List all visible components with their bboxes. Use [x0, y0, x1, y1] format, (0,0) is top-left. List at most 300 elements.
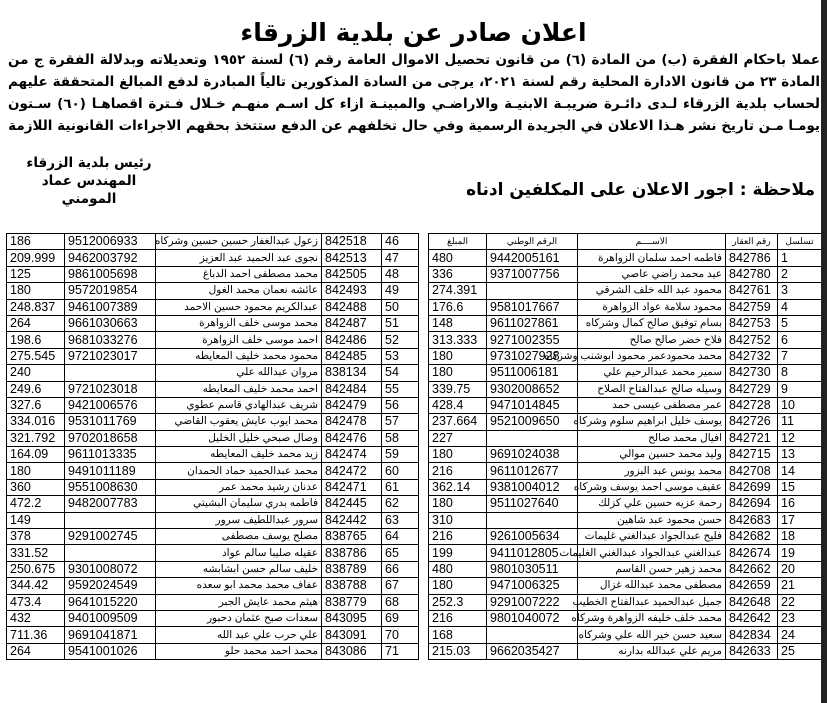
- cell-seq: 56: [382, 397, 419, 413]
- cell-national-id: 9381004012: [487, 479, 578, 495]
- table-row: [7, 414, 419, 430]
- cell-amount: 252.3: [429, 594, 487, 610]
- cell-property: 842659: [726, 578, 778, 594]
- cell-property: 842708: [726, 463, 778, 479]
- cell-national-id: 9511027640: [487, 496, 578, 512]
- table-row: [7, 463, 419, 479]
- cell-amount: 711.36: [7, 627, 65, 643]
- cell-national-id: 9291002745: [65, 529, 156, 545]
- cell-amount: 480: [429, 250, 487, 266]
- cell-seq: 13: [778, 447, 822, 463]
- cell-national-id: 9721023017: [65, 348, 156, 364]
- taxpayers-table-left: [6, 233, 419, 660]
- cell-amount: 216: [429, 529, 487, 545]
- cell-seq: 63: [382, 512, 419, 528]
- cell-national-id: [65, 365, 156, 381]
- cell-name: سعدات صبح عثمان دحبور: [156, 610, 322, 626]
- cell-amount: 180: [7, 283, 65, 299]
- cell-national-id: 9291007222: [487, 594, 578, 610]
- table-row: [7, 447, 419, 463]
- cell-amount: 378: [7, 529, 65, 545]
- table-row: [7, 545, 419, 561]
- cell-amount: 473.4: [7, 594, 65, 610]
- cell-amount: 125: [7, 266, 65, 282]
- cell-amount: 149: [7, 512, 65, 528]
- cell-seq: 46: [382, 234, 419, 250]
- cell-national-id: 9681033276: [65, 332, 156, 348]
- cell-name: عبدالكريم محمود حسين الاحمد: [156, 299, 322, 315]
- cell-amount: 180: [429, 447, 487, 463]
- cell-seq: 24: [778, 627, 822, 643]
- cell-seq: 62: [382, 496, 419, 512]
- cell-property: 842488: [322, 299, 382, 315]
- table-row: [429, 266, 822, 282]
- header-amount: المبلغ: [429, 234, 487, 250]
- cell-amount: 275.545: [7, 348, 65, 364]
- table-row: [7, 496, 419, 512]
- cell-seq: 58: [382, 430, 419, 446]
- cell-seq: 21: [778, 578, 822, 594]
- table-row: [429, 545, 822, 561]
- cell-national-id: 9512006933: [65, 234, 156, 250]
- cell-amount: 310: [429, 512, 487, 528]
- cell-national-id: 9301008072: [65, 561, 156, 577]
- cell-seq: 3: [778, 283, 822, 299]
- cell-national-id: 9302008652: [487, 381, 578, 397]
- cell-name: رحمة عزيه حسين علي كزلك: [578, 496, 726, 512]
- cell-seq: 64: [382, 529, 419, 545]
- cell-seq: 23: [778, 610, 822, 626]
- cell-national-id: 9551008630: [65, 479, 156, 495]
- cell-property: 842761: [726, 283, 778, 299]
- cell-property: 842721: [726, 430, 778, 446]
- table-row: [429, 299, 822, 315]
- signature-block: [14, 154, 164, 208]
- cell-national-id: 9541001026: [65, 643, 156, 659]
- cell-amount: 216: [429, 463, 487, 479]
- cell-national-id: 9662035427: [487, 643, 578, 659]
- cell-seq: 18: [778, 529, 822, 545]
- cell-seq: 49: [382, 283, 419, 299]
- cell-seq: 65: [382, 545, 419, 561]
- cell-property: 838134: [322, 365, 382, 381]
- cell-national-id: 9471006325: [487, 578, 578, 594]
- cell-seq: 6: [778, 332, 822, 348]
- cell-amount: 331.52: [7, 545, 65, 561]
- cell-property: 843091: [322, 627, 382, 643]
- cell-name: وليد محمد حسين موالي: [578, 447, 726, 463]
- cell-amount: 248.837: [7, 299, 65, 315]
- cell-seq: 53: [382, 348, 419, 364]
- cell-national-id: 9461007389: [65, 299, 156, 315]
- table-row: [7, 627, 419, 643]
- table-row: [7, 529, 419, 545]
- cell-property: 843095: [322, 610, 382, 626]
- cell-national-id: 9691024038: [487, 447, 578, 463]
- cell-name: بسام توفيق صالح كمال وشركاه: [578, 315, 726, 331]
- cell-national-id: 9521009650: [487, 414, 578, 430]
- table-row: [429, 529, 822, 545]
- cell-national-id: [487, 283, 578, 299]
- cell-property: 842642: [726, 610, 778, 626]
- table-row: [7, 381, 419, 397]
- cell-name: محمد يونس عبد البزور: [578, 463, 726, 479]
- cell-property: 842442: [322, 512, 382, 528]
- cell-name: مصلح يوسف مصطفى: [156, 529, 322, 545]
- table-row: [7, 561, 419, 577]
- cell-seq: 68: [382, 594, 419, 610]
- cell-national-id: 9661030663: [65, 315, 156, 331]
- cell-national-id: 9491011189: [65, 463, 156, 479]
- cell-seq: 54: [382, 365, 419, 381]
- cell-national-id: 9691041871: [65, 627, 156, 643]
- cell-amount: 360: [7, 479, 65, 495]
- cell-property: 842484: [322, 381, 382, 397]
- cell-amount: 362.14: [429, 479, 487, 495]
- table-row: [7, 365, 419, 381]
- table-row: [429, 414, 822, 430]
- table-row: [7, 594, 419, 610]
- cell-national-id: 9801040072: [487, 610, 578, 626]
- cell-seq: 10: [778, 397, 822, 413]
- table-row: [429, 561, 822, 577]
- table-row: [429, 447, 822, 463]
- taxpayers-table-right: [428, 233, 822, 660]
- cell-name: سمير محمد عبدالرحيم علي: [578, 365, 726, 381]
- table-row: [7, 610, 419, 626]
- cell-property: 842730: [726, 365, 778, 381]
- cell-property: 842476: [322, 430, 382, 446]
- cell-property: 842478: [322, 414, 382, 430]
- cell-name: محمد ايوب عايش يعقوب القاضي: [156, 414, 322, 430]
- table-row: [7, 234, 419, 250]
- cell-seq: 61: [382, 479, 419, 495]
- cell-national-id: 9702018658: [65, 430, 156, 446]
- cell-property: 842505: [322, 266, 382, 282]
- cell-amount: 180: [429, 578, 487, 594]
- cell-property: 842487: [322, 315, 382, 331]
- cell-property: 842518: [322, 234, 382, 250]
- cell-name: فاطمه احمد سلمان الزواهرة: [578, 250, 726, 266]
- cell-name: مصطفى محمد عبدالله غزال: [578, 578, 726, 594]
- cell-seq: 60: [382, 463, 419, 479]
- cell-amount: 198.6: [7, 332, 65, 348]
- cell-name: عقيله صليبا سالم عواد: [156, 545, 322, 561]
- cell-national-id: 9592024549: [65, 578, 156, 594]
- header-national-id: الرقم الوطني: [487, 234, 578, 250]
- cell-seq: 71: [382, 643, 419, 659]
- cell-property: 842732: [726, 348, 778, 364]
- cell-name: حسن محمود عبد شاهين: [578, 512, 726, 528]
- table-row: [429, 496, 822, 512]
- cell-amount: 274.391: [429, 283, 487, 299]
- cell-property: 842753: [726, 315, 778, 331]
- cell-name: محمد زهير حسن القاسم: [578, 561, 726, 577]
- table-row: [7, 250, 419, 266]
- cell-name: وسيله صالح عبدالفتاح الصلاح: [578, 381, 726, 397]
- cell-property: 842715: [726, 447, 778, 463]
- cell-amount: 327.6: [7, 397, 65, 413]
- cell-national-id: 9731027928: [487, 348, 578, 364]
- cell-name: مروان عبدالله علي: [156, 365, 322, 381]
- cell-national-id: 9641015220: [65, 594, 156, 610]
- cell-name: احمد محمد خليف المعايطه: [156, 381, 322, 397]
- cell-name: محمود سلامة عواد الزواهرة: [578, 299, 726, 315]
- cell-national-id: 9611012677: [487, 463, 578, 479]
- table-row: [429, 643, 822, 659]
- table-row: [7, 283, 419, 299]
- cell-seq: 16: [778, 496, 822, 512]
- table-row: [429, 397, 822, 413]
- cell-name: عدنان رشيد محمد عمر: [156, 479, 322, 495]
- cell-amount: 180: [429, 348, 487, 364]
- cell-name: محمد عبدالحميد حماد الحمدان: [156, 463, 322, 479]
- cell-property: 838765: [322, 529, 382, 545]
- cell-property: 842780: [726, 266, 778, 282]
- cell-name: نجوى عبد الحميد عبد العزيز: [156, 250, 322, 266]
- table-row: [429, 512, 822, 528]
- cell-name: عيد محمد راضي عاصي: [578, 266, 726, 282]
- cell-amount: 237.664: [429, 414, 487, 430]
- table-row: [7, 332, 419, 348]
- cell-property: 842474: [322, 447, 382, 463]
- cell-name: عفاف محمد محمد ابو سعده: [156, 578, 322, 594]
- table-row: [429, 627, 822, 643]
- cell-property: 842683: [726, 512, 778, 528]
- cell-name: زعول عبدالغفار حسين حسين وشركاه: [156, 234, 322, 250]
- cell-seq: 19: [778, 545, 822, 561]
- cell-seq: 14: [778, 463, 822, 479]
- cell-property: 842728: [726, 397, 778, 413]
- table-header-row: [429, 234, 822, 250]
- cell-seq: 20: [778, 561, 822, 577]
- cell-amount: 148: [429, 315, 487, 331]
- cell-seq: 59: [382, 447, 419, 463]
- cell-name: وصال صبحي خليل الخليل: [156, 430, 322, 446]
- cell-seq: 2: [778, 266, 822, 282]
- table-row: [429, 381, 822, 397]
- header-property: رقم العقار: [726, 234, 778, 250]
- cell-amount: 336: [429, 266, 487, 282]
- table-row: [429, 348, 822, 364]
- cell-amount: 168: [429, 627, 487, 643]
- table-row: [429, 332, 822, 348]
- cell-national-id: [487, 512, 578, 528]
- cell-name: فاطمه بدري سليمان البشيتي: [156, 496, 322, 512]
- cell-seq: 7: [778, 348, 822, 364]
- cell-national-id: 9462003792: [65, 250, 156, 266]
- cell-seq: 15: [778, 479, 822, 495]
- cell-amount: 313.333: [429, 332, 487, 348]
- cell-amount: 472.2: [7, 496, 65, 512]
- cell-property: 838789: [322, 561, 382, 577]
- cell-amount: 164.09: [7, 447, 65, 463]
- cell-national-id: 9611013335: [65, 447, 156, 463]
- table-row: [429, 463, 822, 479]
- cell-national-id: [487, 430, 578, 446]
- cell-seq: 9: [778, 381, 822, 397]
- cell-property: 842471: [322, 479, 382, 495]
- cell-property: 842759: [726, 299, 778, 315]
- cell-amount: 227: [429, 430, 487, 446]
- fees-note: ملاحظة : اجور الاعلان على المكلفين ادناه: [466, 180, 815, 200]
- cell-national-id: 9861005698: [65, 266, 156, 282]
- cell-amount: 432: [7, 610, 65, 626]
- cell-amount: 215.03: [429, 643, 487, 659]
- cell-national-id: 9482007783: [65, 496, 156, 512]
- cell-amount: 209.999: [7, 250, 65, 266]
- cell-national-id: 9442005161: [487, 250, 578, 266]
- cell-seq: 47: [382, 250, 419, 266]
- cell-amount: 250.675: [7, 561, 65, 577]
- cell-national-id: 9271002355: [487, 332, 578, 348]
- cell-amount: 180: [429, 365, 487, 381]
- table-row: [7, 348, 419, 364]
- cell-national-id: [487, 627, 578, 643]
- cell-seq: 51: [382, 315, 419, 331]
- cell-amount: 216: [429, 610, 487, 626]
- header-name: الاســــم: [578, 234, 726, 250]
- cell-amount: 180: [429, 496, 487, 512]
- table-row: [429, 479, 822, 495]
- table-row: [429, 610, 822, 626]
- cell-seq: 69: [382, 610, 419, 626]
- announcement-body: عملا باحكام الفقرة (ب) من المادة (٦) من قانون تحصيل الاموال العامة رقم (٦) لسنة ١٩٥٢ وتعديلاته وبدلالة الفقرة ج من المادة ٢٣ من قانون الادارة المحلية رقم لسنة ٢٠٢١، يرجى من السادة المذكورين تالياً المبادرة لدفع المبالغ المتحققة عليهم لحساب بلدية الزرقاء لـدى دائـرة ضريبـة الابنيـة والاراضـي والمبينـة ازاء كل اسـم منهـم خـلال فـترة اقصاهـا (٦٠) سـتون يومـا مـن تاريخ نشر هـذا الاعلان في الجريدة الرسمية وفي حال تخلفهم عن الدفع ستتخذ بحقهم الاجراءات القانونية اللازمة: [8, 52, 821, 134]
- cell-amount: 428.4: [429, 397, 487, 413]
- cell-name: محمد محمودعمر محمود ابوشنب وشركاه: [578, 348, 726, 364]
- cell-seq: 55: [382, 381, 419, 397]
- header-seq: تسلسل: [778, 234, 822, 250]
- cell-name: فلاح خضر صالح صالح: [578, 332, 726, 348]
- cell-amount: 240: [7, 365, 65, 381]
- cell-name: زيد محمد خليف المعايطه: [156, 447, 322, 463]
- cell-national-id: 9371007756: [487, 266, 578, 282]
- cell-property: 842485: [322, 348, 382, 364]
- cell-property: 842786: [726, 250, 778, 266]
- cell-amount: 249.6: [7, 381, 65, 397]
- cell-seq: 11: [778, 414, 822, 430]
- cell-property: 842493: [322, 283, 382, 299]
- cell-national-id: 9611027861: [487, 315, 578, 331]
- cell-seq: 17: [778, 512, 822, 528]
- cell-name: علي حرب علي عبد الله: [156, 627, 322, 643]
- table-row: [429, 365, 822, 381]
- cell-national-id: 9531011769: [65, 414, 156, 430]
- cell-national-id: [65, 545, 156, 561]
- cell-amount: 339.75: [429, 381, 487, 397]
- signature-title: رئيس بلدية الزرقاء: [26, 155, 152, 171]
- cell-national-id: 9411012805: [487, 545, 578, 561]
- table-row: [429, 250, 822, 266]
- cell-seq: 5: [778, 315, 822, 331]
- cell-seq: 67: [382, 578, 419, 594]
- cell-property: 842682: [726, 529, 778, 545]
- cell-seq: 22: [778, 594, 822, 610]
- cell-seq: 57: [382, 414, 419, 430]
- cell-name: محمد خلف خليفه الزواهرة وشركاه: [578, 610, 726, 626]
- cell-national-id: [65, 512, 156, 528]
- cell-property: 842662: [726, 561, 778, 577]
- cell-property: 842648: [726, 594, 778, 610]
- cell-seq: 48: [382, 266, 419, 282]
- cell-property: 842513: [322, 250, 382, 266]
- table-row: [7, 299, 419, 315]
- cell-property: 843086: [322, 643, 382, 659]
- scan-edge: [821, 0, 827, 703]
- table-row: [7, 266, 419, 282]
- announcement-title: اعلان صادر عن بلدية الزرقاء: [240, 18, 587, 47]
- cell-national-id: 9721023018: [65, 381, 156, 397]
- cell-seq: 52: [382, 332, 419, 348]
- table-row: [429, 315, 822, 331]
- cell-name: شريف عبدالهادي قاسم عطوي: [156, 397, 322, 413]
- cell-name: يوسف خليل ابراهيم سلوم وشركاه: [578, 414, 726, 430]
- cell-name: جميل عبدالحميد عبدالفتاح الخطيب: [578, 594, 726, 610]
- cell-seq: 25: [778, 643, 822, 659]
- cell-national-id: 9581017667: [487, 299, 578, 315]
- cell-property: 842752: [726, 332, 778, 348]
- cell-property: 842472: [322, 463, 382, 479]
- cell-amount: 186: [7, 234, 65, 250]
- table-row: [429, 578, 822, 594]
- cell-national-id: 9801030511: [487, 561, 578, 577]
- cell-property: 842694: [726, 496, 778, 512]
- cell-name: خليف سالم حسن ابشابشه: [156, 561, 322, 577]
- cell-name: فليح عبدالجواد عبدالغني غليمات: [578, 529, 726, 545]
- cell-seq: 66: [382, 561, 419, 577]
- cell-name: احمد موسى خلف الزواهرة: [156, 332, 322, 348]
- cell-seq: 50: [382, 299, 419, 315]
- cell-property: 842674: [726, 545, 778, 561]
- cell-name: محمود عبد الله خلف الشرقي: [578, 283, 726, 299]
- cell-property: 838786: [322, 545, 382, 561]
- cell-name: عمر مصطفى عيسى حمد: [578, 397, 726, 413]
- cell-seq: 8: [778, 365, 822, 381]
- cell-name: مريم علي عبدالله بدارنه: [578, 643, 726, 659]
- cell-property: 842633: [726, 643, 778, 659]
- cell-national-id: 9401009509: [65, 610, 156, 626]
- cell-amount: 199: [429, 545, 487, 561]
- cell-name: محمد مصطفى احمد الدباغ: [156, 266, 322, 282]
- table-row: [7, 315, 419, 331]
- table-row: [429, 430, 822, 446]
- table-row: [429, 594, 822, 610]
- table-row: [7, 578, 419, 594]
- cell-seq: 12: [778, 430, 822, 446]
- cell-amount: 176.6: [429, 299, 487, 315]
- cell-amount: 264: [7, 643, 65, 659]
- cell-name: محمود محمد خليف المعايطه: [156, 348, 322, 364]
- cell-name: هيثم محمد عايش الجبر: [156, 594, 322, 610]
- cell-amount: 321.792: [7, 430, 65, 446]
- cell-name: افيال محمد صالح: [578, 430, 726, 446]
- table-row: [7, 643, 419, 659]
- table-row: [429, 283, 822, 299]
- cell-seq: 4: [778, 299, 822, 315]
- cell-amount: 480: [429, 561, 487, 577]
- table-row: [7, 397, 419, 413]
- cell-seq: 70: [382, 627, 419, 643]
- cell-property: 838788: [322, 578, 382, 594]
- cell-national-id: 9572019854: [65, 283, 156, 299]
- cell-amount: 344.42: [7, 578, 65, 594]
- table-row: [7, 479, 419, 495]
- cell-amount: 180: [7, 463, 65, 479]
- cell-amount: 334.016: [7, 414, 65, 430]
- cell-seq: 1: [778, 250, 822, 266]
- cell-property: 842699: [726, 479, 778, 495]
- cell-property: 842486: [322, 332, 382, 348]
